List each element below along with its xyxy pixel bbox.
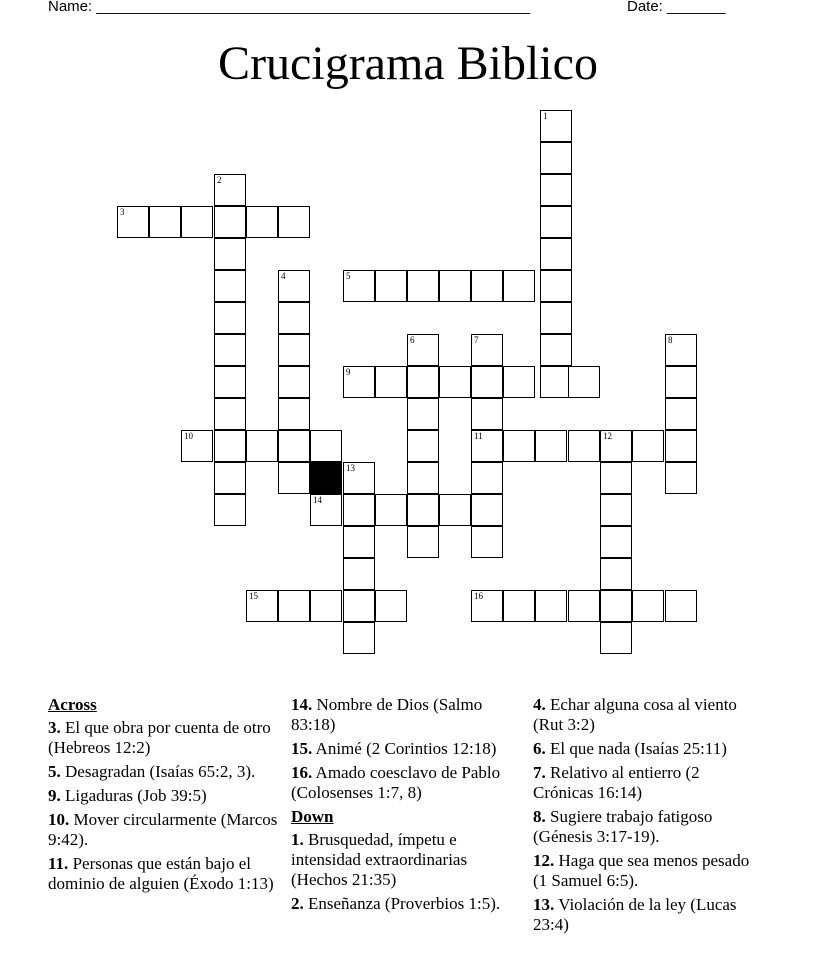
grid-cell[interactable]	[310, 430, 342, 462]
clue-item	[48, 718, 283, 758]
grid-cell[interactable]	[278, 366, 310, 398]
grid-cell[interactable]	[343, 494, 375, 526]
clue-number: 16.	[291, 763, 313, 782]
clue-number: 15.	[291, 739, 313, 758]
grid-cell[interactable]	[214, 174, 246, 206]
grid-cell[interactable]	[214, 398, 246, 430]
clue-text: Amado coesclavo de Pablo (Colosenses 1:7, 8)	[291, 763, 501, 802]
cell-number: 13	[346, 463, 355, 473]
clue-number: 14.	[291, 695, 313, 714]
clue-text: Nombre de Dios (Salmo 83:18)	[291, 695, 483, 734]
grid-cell[interactable]	[214, 302, 246, 334]
grid-cell[interactable]	[214, 270, 246, 302]
grid-cell[interactable]	[407, 462, 439, 494]
clues-column-1	[48, 695, 283, 898]
grid-cell[interactable]	[600, 590, 632, 622]
grid-cell[interactable]	[278, 462, 310, 494]
clue-text: El que obra por cuenta de otro (Hebreos 12:2)	[48, 718, 271, 757]
grid-cell[interactable]	[278, 430, 310, 462]
grid-cell[interactable]	[181, 430, 213, 462]
grid-cell[interactable]	[278, 206, 310, 238]
cell-number: 15	[249, 591, 258, 601]
grid-cell[interactable]	[471, 270, 503, 302]
grid-cell[interactable]	[439, 270, 471, 302]
cell-number: 1	[543, 111, 548, 121]
clue-item	[48, 854, 283, 894]
grid-cell[interactable]	[600, 462, 632, 494]
clue-text: Haga que sea menos pesado (1 Samuel 6:5).	[533, 851, 750, 890]
grid-cell[interactable]	[214, 206, 246, 238]
cell-number: 8	[668, 335, 673, 345]
grid-cell[interactable]	[540, 334, 572, 366]
grid-cell[interactable]	[407, 430, 439, 462]
cell-number: 6	[410, 335, 415, 345]
grid-cell[interactable]	[665, 334, 697, 366]
grid-cell[interactable]	[278, 270, 310, 302]
grid-cell[interactable]	[535, 430, 567, 462]
grid-cell[interactable]	[343, 270, 375, 302]
grid-cell[interactable]	[568, 366, 600, 398]
down-heading: Down	[291, 807, 334, 826]
grid-cell[interactable]	[278, 590, 310, 622]
grid-cell[interactable]	[343, 590, 375, 622]
grid-cell[interactable]	[600, 558, 632, 590]
grid-cell[interactable]	[439, 366, 471, 398]
grid-cell[interactable]	[343, 526, 375, 558]
grid-cell[interactable]	[540, 302, 572, 334]
grid-cell[interactable]	[278, 398, 310, 430]
grid-cell[interactable]	[568, 430, 600, 462]
grid-cell[interactable]	[471, 526, 503, 558]
grid-cell[interactable]	[471, 590, 503, 622]
clue-text: Desagradan (Isaías 65:2, 3).	[60, 762, 256, 781]
grid-cell[interactable]	[471, 334, 503, 366]
grid-cell[interactable]	[375, 270, 407, 302]
clue-text: Echar alguna cosa al viento (Rut 3:2)	[533, 695, 737, 734]
cell-number: 10	[184, 431, 193, 441]
black-cell	[310, 462, 342, 494]
clue-item	[291, 894, 526, 914]
clue-text: Ligaduras (Job 39:5)	[60, 786, 207, 805]
clue-text: Brusquedad, ímpetu e intensidad extraordinarias (Hechos 21:35)	[291, 830, 468, 889]
grid-cell[interactable]	[600, 430, 632, 462]
clue-item	[291, 830, 526, 890]
grid-cell[interactable]	[310, 494, 342, 526]
clue-number: 5.	[48, 762, 61, 781]
grid-cell[interactable]	[665, 398, 697, 430]
clues-column-2	[291, 695, 526, 918]
cell-number: 7	[474, 335, 479, 345]
grid-cell[interactable]	[214, 334, 246, 366]
grid-cell[interactable]	[540, 206, 572, 238]
grid-cell[interactable]	[214, 238, 246, 270]
grid-cell[interactable]	[665, 462, 697, 494]
clue-item	[291, 695, 526, 735]
grid-cell[interactable]	[343, 462, 375, 494]
grid-cell[interactable]	[632, 430, 664, 462]
grid-cell[interactable]	[214, 494, 246, 526]
cell-number: 2	[217, 175, 222, 185]
clue-item	[533, 851, 763, 891]
clue-item	[291, 739, 526, 759]
clue-item	[533, 739, 763, 759]
cell-number: 11	[474, 431, 483, 441]
clue-text: Animé (2 Corintios 12:18)	[312, 739, 497, 758]
clue-item	[48, 762, 283, 782]
clue-item	[533, 807, 763, 847]
grid-cell[interactable]	[117, 206, 149, 238]
page-title: Crucigrama Biblico	[218, 37, 598, 90]
clue-item	[533, 895, 763, 935]
grid-cell[interactable]	[503, 590, 535, 622]
clues-column-3	[533, 695, 763, 939]
grid-cell[interactable]	[407, 494, 439, 526]
grid-cell[interactable]	[600, 526, 632, 558]
clue-number: 9.	[48, 786, 61, 805]
grid-cell[interactable]	[181, 206, 213, 238]
grid-cell[interactable]	[535, 590, 567, 622]
clue-number: 8.	[533, 807, 546, 826]
clue-text: Personas que están bajo el dominio de alguien (Éxodo 1:13)	[48, 854, 274, 893]
clue-number: 10.	[48, 810, 70, 829]
clue-item	[291, 763, 526, 803]
grid-cell[interactable]	[568, 590, 600, 622]
cell-number: 14	[313, 495, 322, 505]
grid-cell[interactable]	[503, 430, 535, 462]
grid-cell[interactable]	[343, 558, 375, 590]
cell-number: 3	[120, 207, 125, 217]
clue-number: 3.	[48, 718, 61, 737]
grid-cell[interactable]	[471, 430, 503, 462]
clue-number: 2.	[291, 894, 304, 913]
clue-text: Relativo al entierro (2 Crónicas 16:14)	[533, 763, 700, 802]
grid-cell[interactable]	[471, 494, 503, 526]
grid-cell[interactable]	[471, 366, 503, 398]
grid-cell[interactable]	[278, 334, 310, 366]
grid-cell[interactable]	[407, 398, 439, 430]
cell-number: 5	[346, 271, 351, 281]
grid-cell[interactable]	[665, 366, 697, 398]
grid-cell[interactable]	[665, 430, 697, 462]
grid-cell[interactable]	[407, 334, 439, 366]
across-heading: Across	[48, 695, 97, 714]
clue-item	[533, 695, 763, 735]
grid-cell[interactable]	[632, 590, 664, 622]
grid-cell[interactable]	[246, 590, 278, 622]
grid-cell[interactable]	[343, 366, 375, 398]
grid-cell[interactable]	[540, 110, 572, 142]
clue-text: Enseñanza (Proverbios 1:5).	[303, 894, 501, 913]
grid-cell[interactable]	[343, 622, 375, 654]
grid-cell[interactable]	[471, 462, 503, 494]
clue-text: Mover circularmente (Marcos 9:42).	[48, 810, 278, 849]
grid-cell[interactable]	[375, 366, 407, 398]
grid-cell[interactable]	[503, 270, 535, 302]
grid-cell[interactable]	[540, 238, 572, 270]
clue-text: El que nada (Isaías 25:11)	[545, 739, 727, 758]
cell-number: 4	[281, 271, 286, 281]
grid-cell[interactable]	[600, 494, 632, 526]
clue-number: 12.	[533, 851, 555, 870]
date-field[interactable]: Date: _______	[627, 0, 726, 15]
grid-cell[interactable]	[540, 270, 572, 302]
grid-cell[interactable]	[149, 206, 181, 238]
grid-cell[interactable]	[665, 590, 697, 622]
clue-number: 4.	[533, 695, 546, 714]
clue-text: Sugiere trabajo fatigoso (Génesis 3:17-19).	[533, 807, 713, 846]
grid-cell[interactable]	[278, 302, 310, 334]
grid-cell[interactable]	[540, 174, 572, 206]
clue-number: 7.	[533, 763, 546, 782]
grid-cell[interactable]	[503, 366, 535, 398]
cell-number: 12	[603, 431, 612, 441]
grid-cell[interactable]	[407, 366, 439, 398]
grid-cell[interactable]	[246, 206, 278, 238]
grid-cell[interactable]	[407, 526, 439, 558]
grid-cell[interactable]	[375, 590, 407, 622]
grid-cell[interactable]	[246, 430, 278, 462]
clue-item	[48, 786, 283, 806]
grid-cell[interactable]	[540, 142, 572, 174]
grid-cell[interactable]	[407, 270, 439, 302]
grid-cell[interactable]	[310, 590, 342, 622]
cell-number: 9	[346, 367, 351, 377]
clue-number: 6.	[533, 739, 546, 758]
grid-cell[interactable]	[214, 430, 246, 462]
grid-cell[interactable]	[214, 462, 246, 494]
grid-cell[interactable]	[471, 398, 503, 430]
name-field[interactable]: Name: ____________________________________________________	[48, 0, 531, 15]
grid-cell[interactable]	[600, 622, 632, 654]
grid-cell[interactable]	[439, 494, 471, 526]
clue-text: Violación de la ley (Lucas 23:4)	[533, 895, 737, 934]
clue-item	[533, 763, 763, 803]
clue-number: 1.	[291, 830, 304, 849]
clue-number: 13.	[533, 895, 555, 914]
grid-cell[interactable]	[214, 366, 246, 398]
grid-cell[interactable]	[375, 494, 407, 526]
clue-number: 11.	[48, 854, 69, 873]
cell-number: 16	[474, 591, 483, 601]
clue-item	[48, 810, 283, 850]
